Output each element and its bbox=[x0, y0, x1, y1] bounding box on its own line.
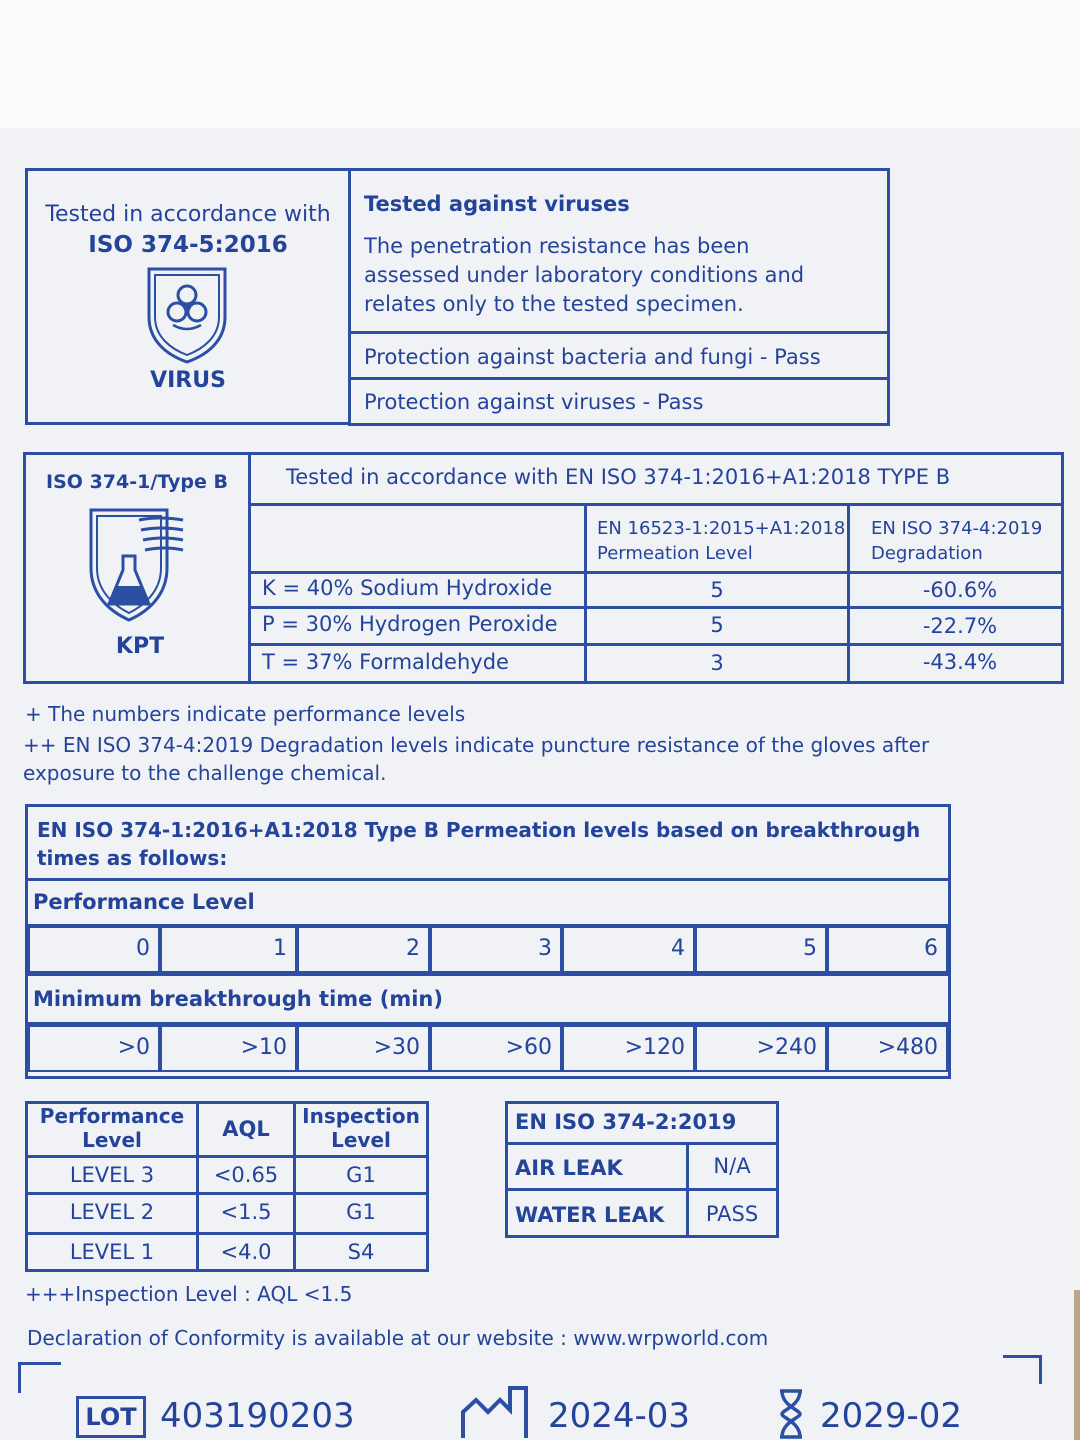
performance-level-value: 1 bbox=[273, 936, 287, 961]
breakthrough-time-value: >60 bbox=[505, 1035, 552, 1060]
row-divider bbox=[25, 1155, 429, 1158]
virus-standard: ISO 374-5:2016 bbox=[88, 232, 288, 258]
aql-level: LEVEL 3 bbox=[69, 1163, 155, 1187]
aql-value: <1.5 bbox=[220, 1200, 272, 1224]
air-leak-label: AIR LEAK bbox=[515, 1156, 623, 1180]
chemical-flask-shield-icon bbox=[87, 506, 191, 626]
row-divider bbox=[25, 878, 951, 881]
chemical-name: P = 30% Hydrogen Peroxide bbox=[262, 612, 558, 636]
row-divider bbox=[505, 1188, 779, 1191]
breakthrough-time-value: >10 bbox=[240, 1035, 287, 1060]
lot-label: LOT bbox=[85, 1403, 137, 1431]
aql-header-inspection bbox=[296, 1104, 426, 1152]
virus-heading: Tested against viruses bbox=[364, 192, 630, 216]
note-line: exposure to the challenge chemical. bbox=[23, 761, 387, 785]
breakthrough-time-cell bbox=[28, 1025, 160, 1072]
aql-level: LEVEL 1 bbox=[69, 1240, 155, 1264]
manufacture-date: 2024-03 bbox=[548, 1396, 691, 1436]
breakthrough-time-label: Minimum breakthrough time (min) bbox=[33, 987, 443, 1011]
performance-level-value: 0 bbox=[136, 936, 150, 961]
row-divider bbox=[25, 1192, 429, 1195]
air-leak-value: N/A bbox=[713, 1154, 751, 1178]
crop-mark bbox=[1003, 1355, 1042, 1384]
permeation-value: 5 bbox=[710, 613, 724, 637]
virus-icon-label: VIRUS bbox=[150, 368, 226, 393]
virus-result: Protection against viruses - Pass bbox=[364, 390, 704, 414]
box-edge bbox=[1074, 1290, 1080, 1440]
permeation-value: 3 bbox=[710, 651, 724, 675]
permeation-table-title: times as follows: bbox=[37, 846, 228, 870]
breakthrough-time-value: >240 bbox=[756, 1035, 817, 1060]
expiry-hourglass-icon bbox=[776, 1388, 806, 1440]
performance-level-cell bbox=[297, 926, 430, 973]
aql-value: <4.0 bbox=[220, 1240, 272, 1264]
row-divider bbox=[25, 973, 951, 976]
chemical-standard: ISO 374-1/Type B bbox=[46, 471, 228, 493]
row-divider bbox=[248, 606, 1064, 609]
permeation-value: 5 bbox=[710, 578, 724, 602]
chemical-icon-label: KPT bbox=[115, 634, 165, 659]
breakthrough-time-value: >480 bbox=[877, 1035, 938, 1060]
aql-inspection: G1 bbox=[346, 1200, 376, 1224]
chemical-name: K = 40% Sodium Hydroxide bbox=[262, 576, 553, 600]
biohazard-shield-icon bbox=[145, 265, 229, 365]
chemical-header: Tested in accordance with EN ISO 374-1:2016+A1:2018 TYPE B bbox=[286, 465, 951, 489]
performance-level-cell bbox=[827, 926, 948, 973]
declaration-text: Declaration of Conformity is available at our website : www.wrpworld.com bbox=[27, 1326, 769, 1350]
performance-level-value: 5 bbox=[803, 936, 817, 961]
chemical-name: T = 37% Formaldehyde bbox=[262, 650, 509, 674]
virus-description-line: assessed under laboratory conditions and bbox=[364, 263, 805, 287]
breakthrough-time-value: >30 bbox=[373, 1035, 420, 1060]
degradation-value: -43.4% bbox=[922, 650, 998, 674]
performance-level-value: 2 bbox=[406, 936, 420, 961]
performance-level-label: Performance Level bbox=[33, 890, 255, 914]
aql-value: <0.65 bbox=[213, 1163, 279, 1187]
permeation-column-header: EN 16523-1:2015+A1:2018 bbox=[597, 518, 846, 539]
performance-level-cell bbox=[695, 926, 827, 973]
crop-mark bbox=[18, 1362, 61, 1393]
manufacturer-factory-icon bbox=[460, 1386, 532, 1440]
column-divider bbox=[847, 503, 850, 684]
performance-level-value: 4 bbox=[671, 936, 685, 961]
degradation-column-header: EN ISO 374-4:2019 bbox=[871, 518, 1043, 539]
breakthrough-time-cell bbox=[297, 1025, 430, 1072]
virus-description-line: relates only to the tested specimen. bbox=[364, 292, 744, 316]
bacteria-fungi-result: Protection against bacteria and fungi - Pass bbox=[364, 345, 821, 369]
aql-header-line: Inspection bbox=[302, 1104, 420, 1128]
breakthrough-time-cell bbox=[160, 1025, 297, 1072]
breakthrough-time-cell bbox=[695, 1025, 827, 1072]
aql-level: LEVEL 2 bbox=[69, 1200, 155, 1224]
degradation-value: -22.7% bbox=[922, 614, 998, 638]
water-leak-label: WATER LEAK bbox=[515, 1203, 665, 1227]
expiry-date: 2029-02 bbox=[820, 1396, 963, 1436]
aql-header-performance bbox=[28, 1104, 196, 1152]
row-divider bbox=[505, 1142, 779, 1145]
performance-level-cell bbox=[28, 926, 160, 973]
leak-test-title: EN ISO 374-2:2019 bbox=[515, 1110, 737, 1134]
permeation-column-header: Permeation Level bbox=[597, 543, 753, 564]
background-top bbox=[0, 0, 1080, 128]
performance-level-cell bbox=[562, 926, 695, 973]
degradation-value: -60.6% bbox=[922, 578, 998, 602]
row-divider bbox=[25, 1232, 429, 1235]
breakthrough-time-value: >120 bbox=[624, 1035, 685, 1060]
aql-header-line: Performance bbox=[39, 1104, 185, 1128]
note-line: ++ EN ISO 374-4:2019 Degradation levels indicate puncture resistance of the gloves after bbox=[23, 733, 930, 757]
row-divider bbox=[248, 643, 1064, 646]
aql-header-line: Level bbox=[331, 1128, 391, 1152]
inspection-note: +++Inspection Level : AQL <1.5 bbox=[25, 1282, 353, 1306]
aql-inspection: G1 bbox=[346, 1163, 376, 1187]
degradation-column-header: Degradation bbox=[871, 543, 983, 564]
aql-header-line: Level bbox=[82, 1128, 142, 1152]
breakthrough-time-cell bbox=[827, 1025, 948, 1072]
permeation-table-title: EN ISO 374-1:2016+A1:2018 Type B Permeation levels based on breakthrough bbox=[37, 818, 921, 842]
aql-header-aql: AQL bbox=[222, 1117, 270, 1141]
performance-level-value: 6 bbox=[924, 936, 938, 961]
virus-description-line: The penetration resistance has been bbox=[364, 234, 750, 258]
performance-level-cell bbox=[430, 926, 562, 973]
breakthrough-time-cell bbox=[562, 1025, 695, 1072]
breakthrough-time-value: >0 bbox=[117, 1035, 150, 1060]
aql-inspection: S4 bbox=[347, 1240, 375, 1264]
lot-number: 403190203 bbox=[160, 1396, 355, 1436]
note-line: + The numbers indicate performance levels bbox=[25, 702, 466, 726]
breakthrough-time-cell bbox=[430, 1025, 562, 1072]
virus-tested-label: Tested in accordance with bbox=[45, 202, 331, 227]
water-leak-value: PASS bbox=[705, 1202, 759, 1226]
performance-level-value: 3 bbox=[538, 936, 552, 961]
row-divider bbox=[248, 571, 1064, 574]
performance-level-cell bbox=[160, 926, 297, 973]
